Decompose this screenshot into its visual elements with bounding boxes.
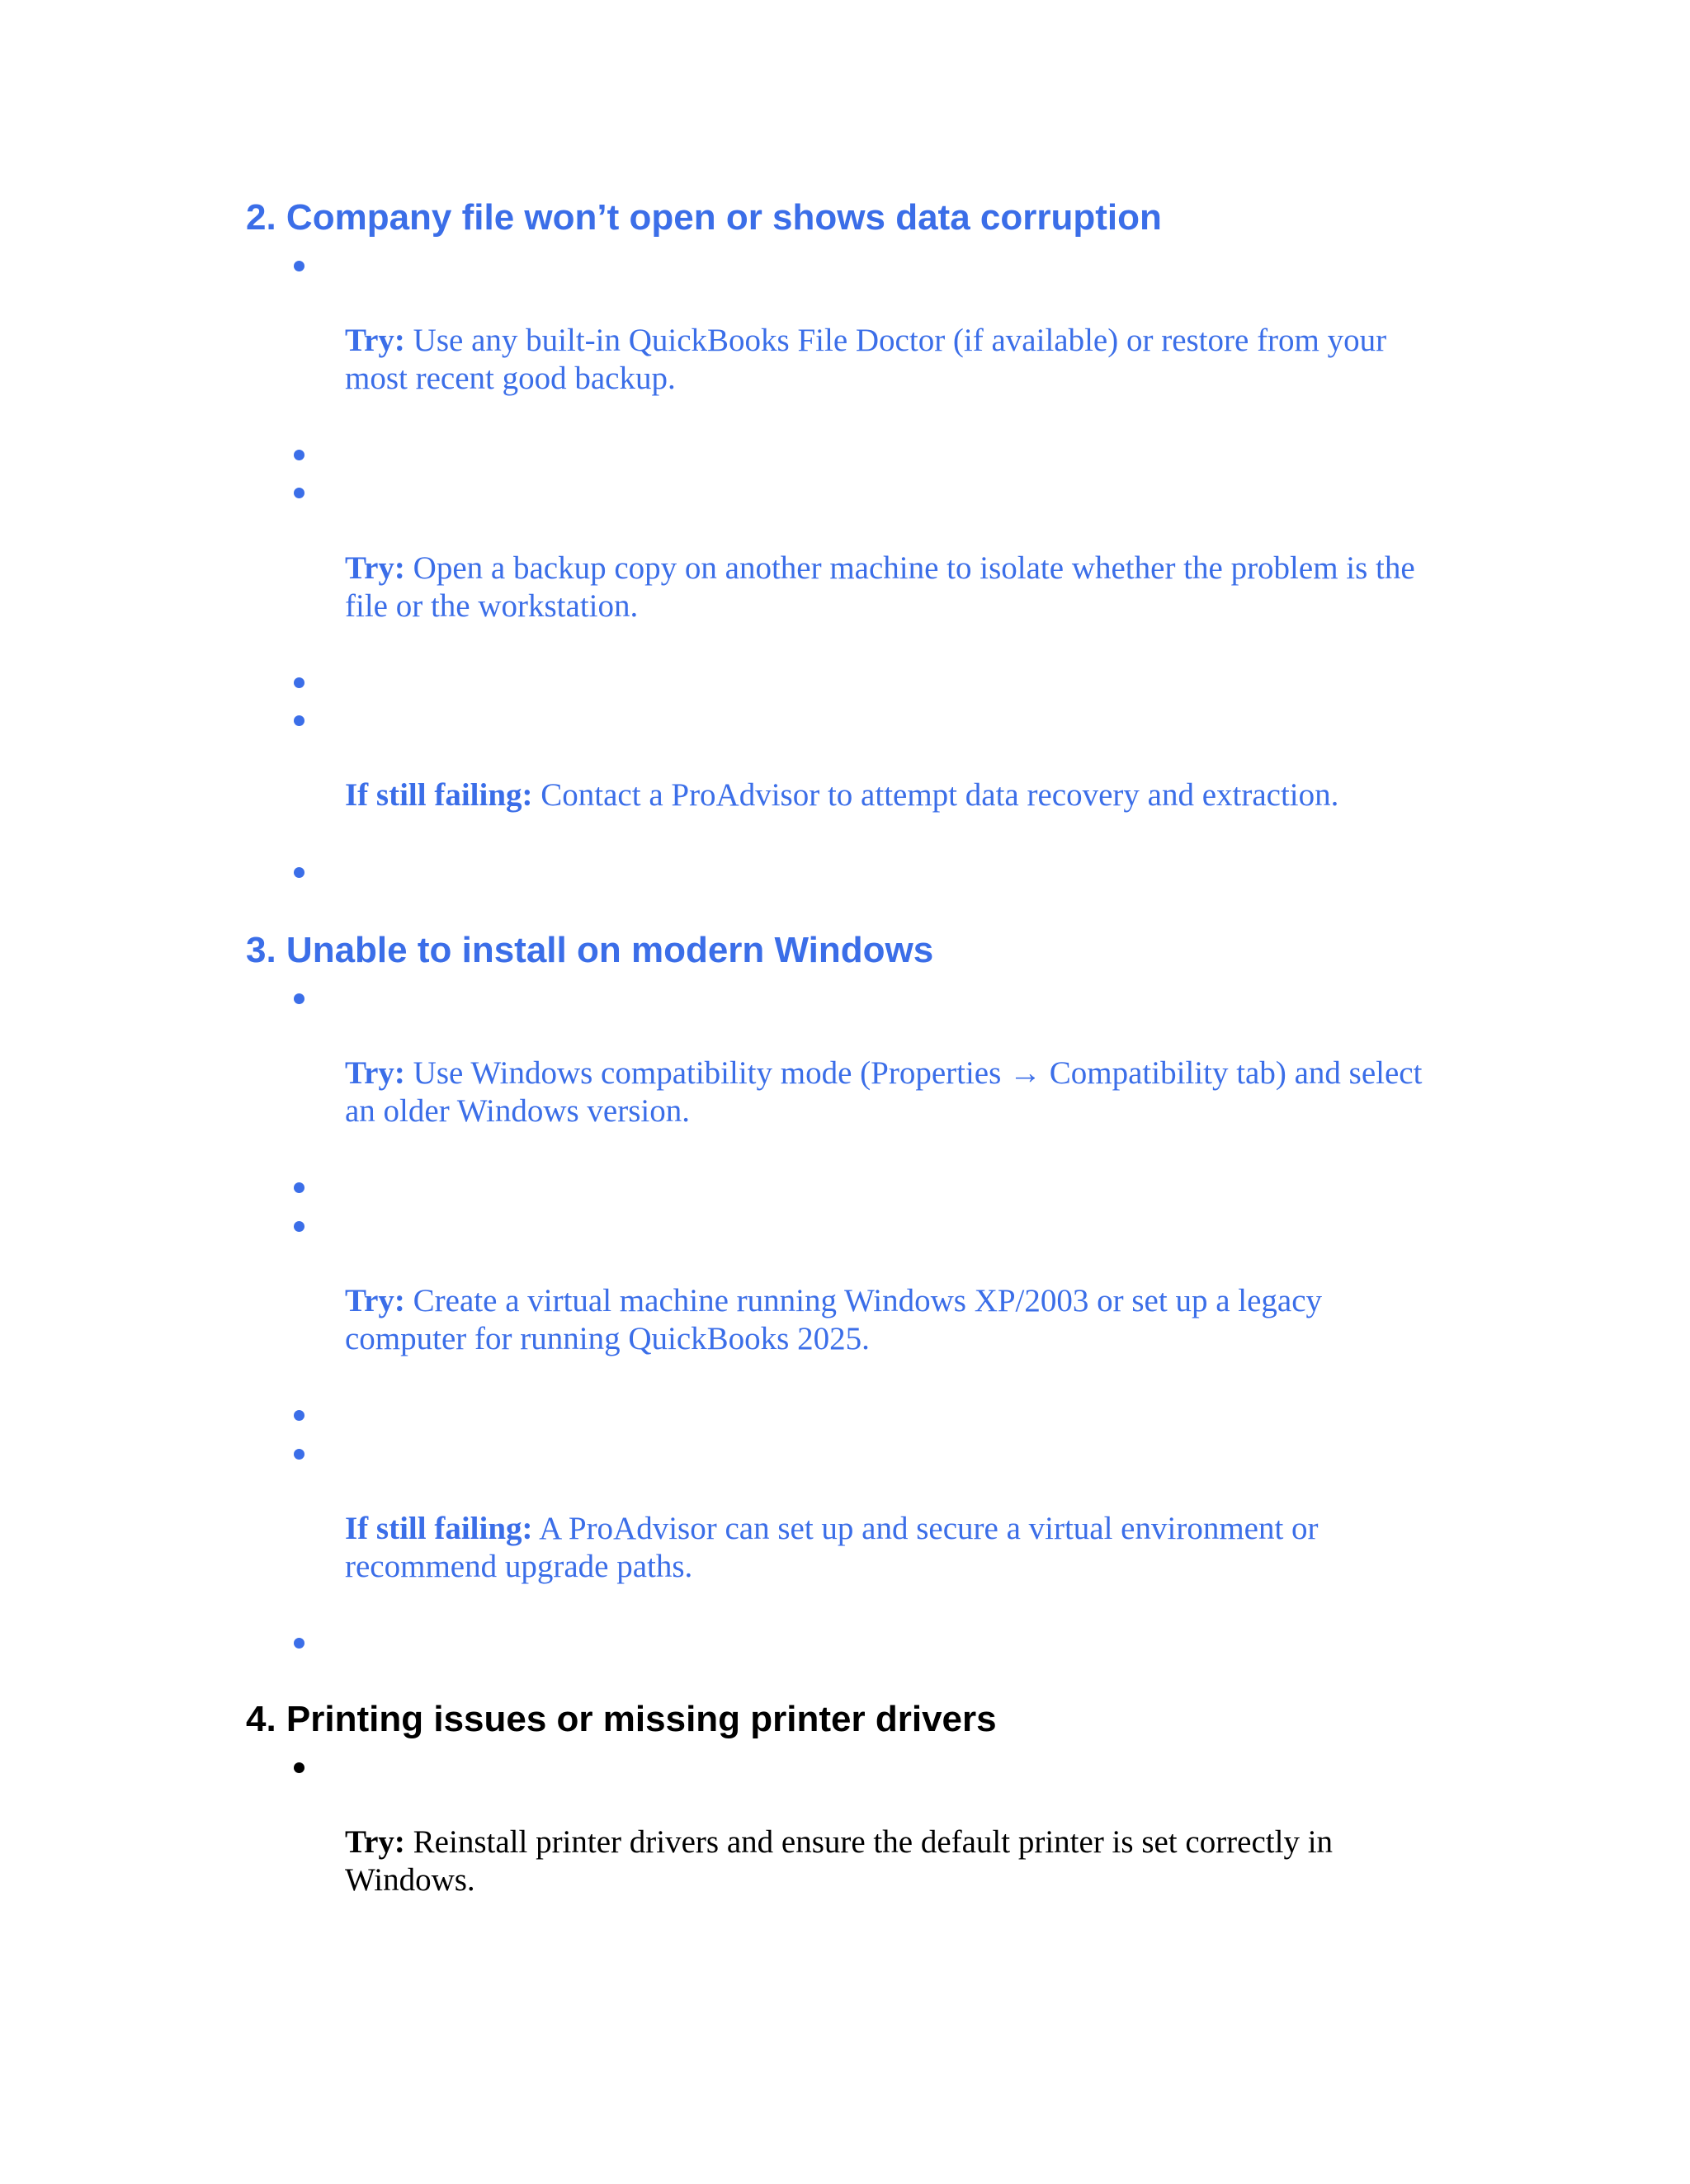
paragraph-try-compatibility-mode (345, 1054, 1451, 1130)
section-heading-company-file: 2. Company file won’t open or shows data corruption (246, 197, 1162, 238)
bullet-icon (294, 1762, 304, 1773)
paragraph-label: If still failing: (345, 1511, 533, 1546)
bullet-icon (294, 715, 304, 726)
paragraph-text: A ProAdvisor can set up and secure a virtual environment or recommend upgrade paths. (345, 1511, 1319, 1584)
paragraph-if-still-failing-proadvisor (345, 776, 1451, 814)
paragraph-try-file-doctor (345, 322, 1451, 398)
paragraph-label: Try: (345, 323, 405, 358)
bullet-icon (294, 1221, 304, 1232)
paragraph-text: Use Windows compatibility mode (Properties → Compatibility tab) and select an older Windows version. (345, 1055, 1423, 1129)
paragraph-label: If still failing: (345, 777, 533, 813)
section-heading-printing-issues: 4. Printing issues or missing printer drivers (246, 1699, 997, 1739)
bullet-icon (294, 993, 304, 1004)
paragraph-label: Try: (345, 550, 405, 586)
paragraph-text: Reinstall printer drivers and ensure the default printer is set correctly in Windows. (345, 1824, 1334, 1898)
bullet-icon (294, 1182, 304, 1193)
paragraph-try-virtual-machine (345, 1282, 1451, 1358)
paragraph-text: Use any built-in QuickBooks File Doctor (if available) or restore from your most recent good backup. (345, 323, 1387, 396)
paragraph-if-still-failing-virtual-env (345, 1510, 1451, 1586)
bullet-icon (294, 1449, 304, 1460)
bullet-icon (294, 1410, 304, 1421)
bullet-icon (294, 867, 304, 878)
paragraph-try-reinstall-drivers (345, 1823, 1451, 1899)
paragraph-label: Try: (345, 1283, 405, 1318)
paragraph-label: Try: (345, 1055, 405, 1091)
paragraph-text: Create a virtual machine running Windows XP/2003 or set up a legacy computer for running QuickBooks 2025. (345, 1283, 1323, 1356)
paragraph-text: Open a backup copy on another machine to isolate whether the problem is the file or the workstation. (345, 550, 1415, 624)
bullet-icon (294, 450, 304, 460)
bullet-icon (294, 261, 304, 271)
bullet-icon (294, 677, 304, 688)
section-heading-install-windows: 3. Unable to install on modern Windows (246, 930, 934, 970)
bullet-icon (294, 488, 304, 498)
paragraph-label: Try: (345, 1824, 405, 1860)
bullet-icon (294, 1638, 304, 1649)
paragraph-text: Contact a ProAdvisor to attempt data recovery and extraction. (532, 777, 1339, 813)
paragraph-try-backup-copy (345, 550, 1451, 625)
